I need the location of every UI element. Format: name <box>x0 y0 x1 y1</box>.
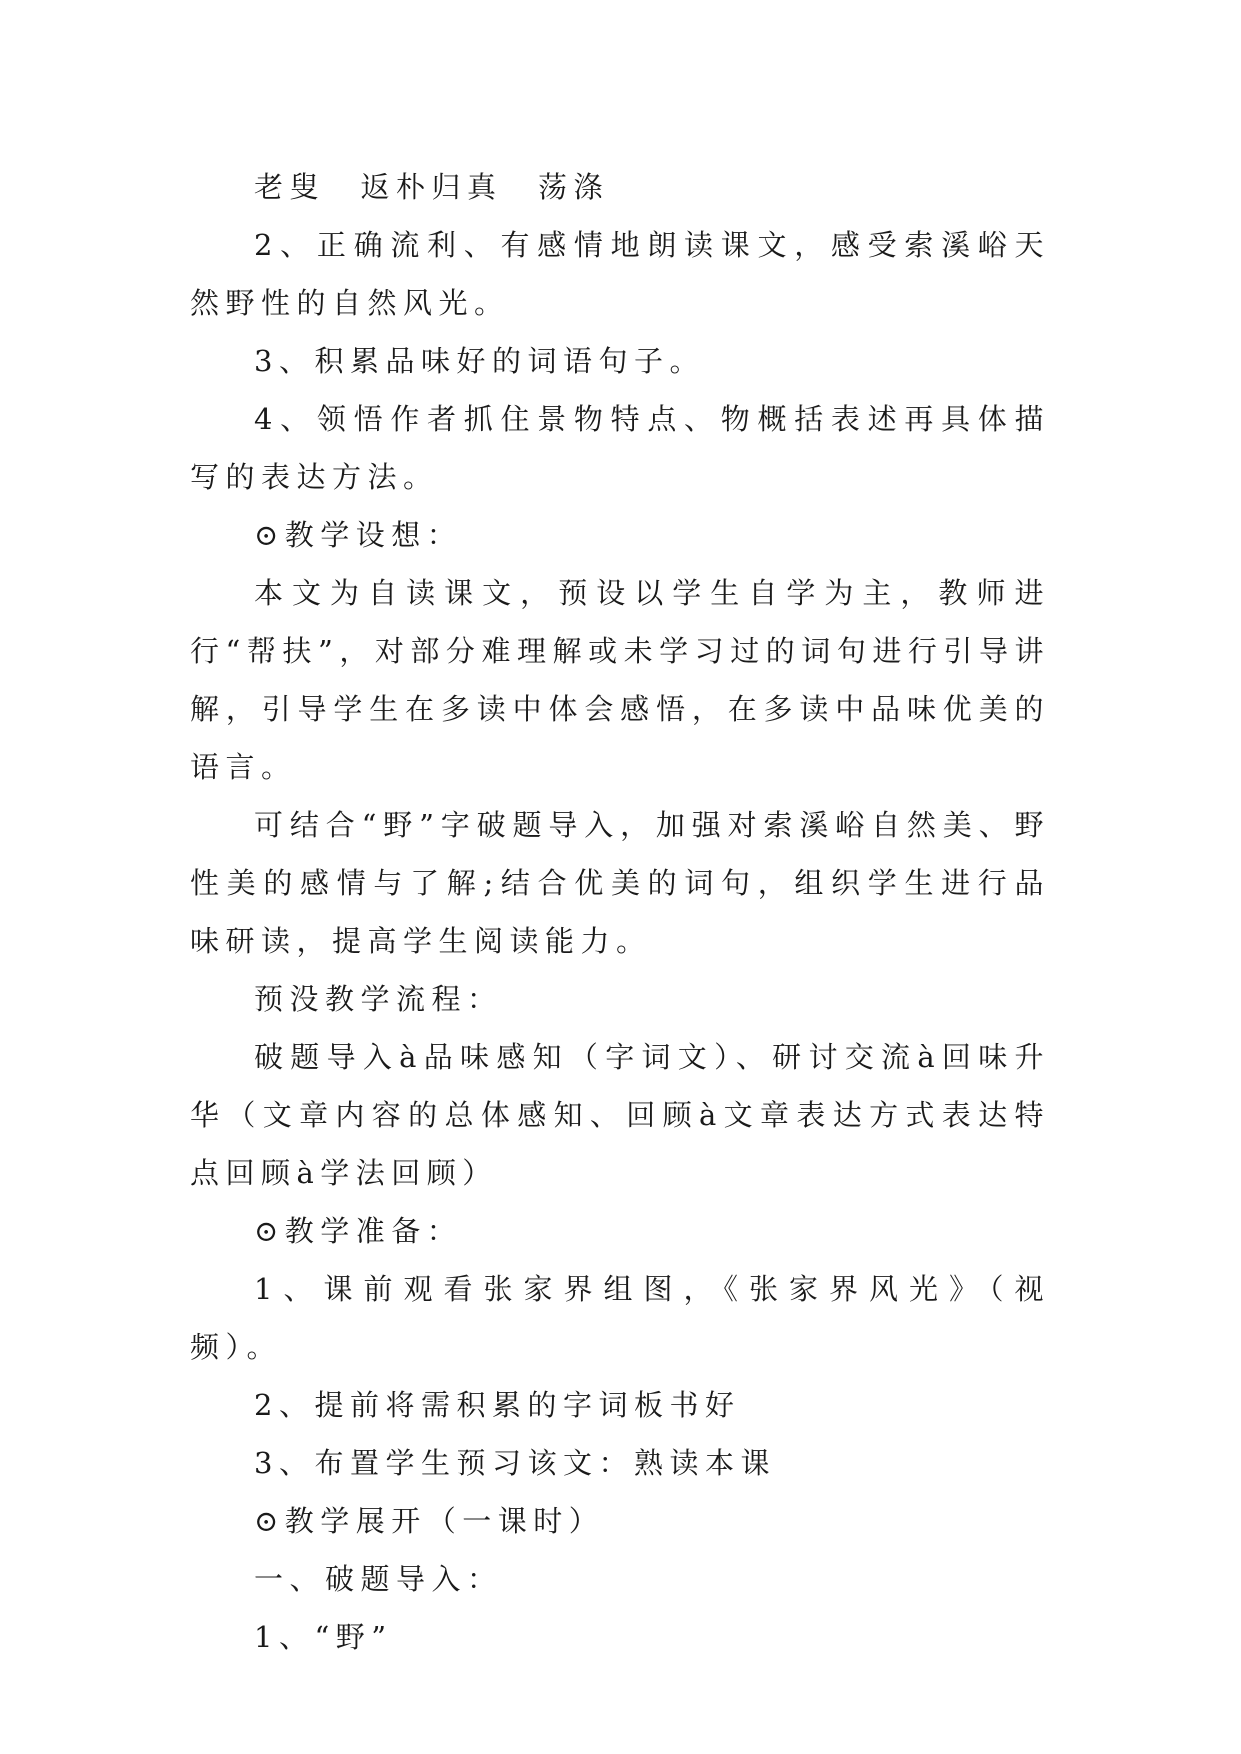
preparation-item-2: 2、提前将需积累的字词板书好 <box>254 1388 741 1422</box>
vocab-line: 老叟 返朴归真 荡涤 <box>254 170 610 204</box>
objective-3: 3、积累品味好的词语句子。 <box>254 344 705 378</box>
process-paragraph: 破题导入à品味感知（字词文）、研讨交流à回味升华（文章内容的总体感知、回顾à文章表达方式表达特点回顾à学法回顾） <box>190 1040 1050 1190</box>
section-heading-lesson: ⊙教学展开（一课时） <box>254 1504 605 1538</box>
process-heading: 预没教学流程： <box>254 982 503 1016</box>
teaching-idea-paragraph-2: 可结合“野”字破题导入，加强对索溪峪自然美、野性美的感情与了解;结合优美的词句，组织学生进行品味研读，提高学生阅读能力。 <box>190 808 1050 958</box>
preparation-item-1: 1、课前观看张家界组图，《张家界风光》（视频）。 <box>190 1272 1050 1364</box>
teaching-idea-paragraph-1: 本文为自读课文，预设以学生自学为主，教师进行“帮扶”，对部分难理解或未学习过的词句进行引导讲解，引导学生在多读中体会感悟，在多读中品味优美的语言。 <box>190 576 1050 784</box>
preparation-item-3: 3、布置学生预习该文：熟读本课 <box>254 1446 776 1480</box>
document-body <box>190 158 1050 1666</box>
lesson-step-heading: 一、破题导入： <box>254 1562 503 1596</box>
section-heading-teaching-idea: ⊙教学设想： <box>254 518 463 552</box>
objective-2: 2、正确流利、有感情地朗读课文，感受索溪峪天然野性的自然风光。 <box>190 228 1050 320</box>
section-heading-preparation: ⊙教学准备： <box>254 1214 463 1248</box>
lesson-step-item-1: 1、“野” <box>254 1620 393 1654</box>
objective-4: 4、领悟作者抓住景物特点、物概括表述再具体描写的表达方法。 <box>190 402 1050 494</box>
